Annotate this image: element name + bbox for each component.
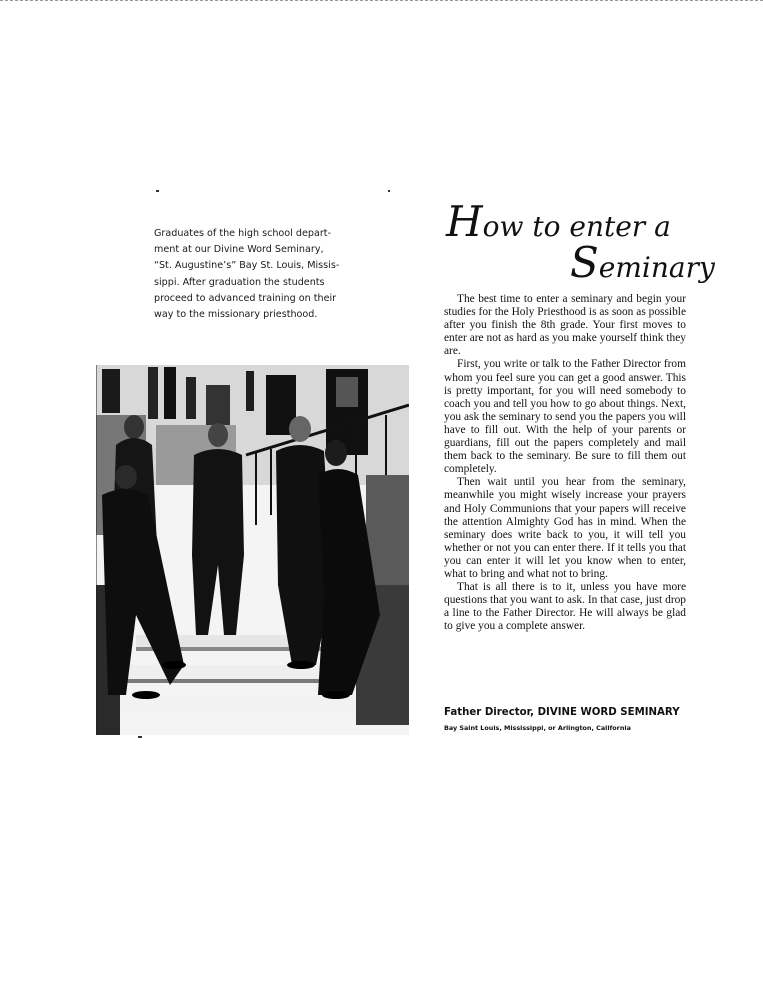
scan-speck: [138, 736, 142, 738]
caption-line: proceed to advanced training on their: [154, 292, 337, 304]
caption-line: Graduates of the high school depart-: [154, 228, 332, 239]
title-line2-text: eminary: [598, 251, 715, 284]
photo-caption: [154, 226, 352, 323]
article-paragraph: The best time to enter a seminary and begin your studies for the Holy Priesthood is as soon as possible after you finish the 8th grade. Your first moves to enter are not as hard as you make yourself think they are.: [444, 293, 686, 358]
caption-line: “St. Augustine’s” Bay St. Louis, Missis-: [154, 260, 340, 272]
article-paragraph: First, you write or talk to the Father Director from whom you feel sure you can get a good answer. This is pretty important, for you will need somebody to coach you and tell you how to go about things. Next, you ask the seminary to send you the papers you will have to fill out. With the help of your parents or guardians, fill out the papers completely and mail them back to the seminary. Be sure to fill them out completely.: [444, 358, 686, 476]
title-drop-cap-h: H: [446, 197, 483, 246]
scan-speck: [388, 190, 390, 192]
article-paragraph: That is all there is to it, unless you have more questions that you want to ask. In that case, just drop a line to the Father Director. He will always be glad to give you a complete answer.: [444, 581, 686, 633]
article-paragraph: Then wait until you hear from the seminary, meanwhile you might wisely increase your prayers and Holy Communions that your papers will receive the attention Almighty God has in mind. When the seminary does write back to you, it will tell you whether or not you can enter there. If it tells you that you can enter it will let you know when to enter, what to bring and what not to bring.: [444, 476, 686, 580]
title-line1-text: ow to enter a: [482, 210, 671, 243]
article-title-line2: [570, 238, 715, 287]
address-line: Bay Saint Louis, Mississippi, or Arlington, California: [444, 724, 631, 732]
title-drop-cap-s: S: [570, 238, 599, 287]
article-body: [444, 293, 686, 633]
scan-speck: [156, 190, 159, 192]
caption-line: sippi. After graduation the students: [154, 276, 325, 288]
photo-illustration: [96, 365, 409, 735]
caption-line: way to the missionary priesthood.: [154, 309, 318, 321]
caption-line: ment at our Divine Word Seminary,: [154, 244, 324, 256]
signature: Father Director, DIVINE WORD SEMINARY: [444, 707, 680, 718]
graduates-photo: [96, 365, 409, 735]
page-top-border: [0, 0, 763, 1]
